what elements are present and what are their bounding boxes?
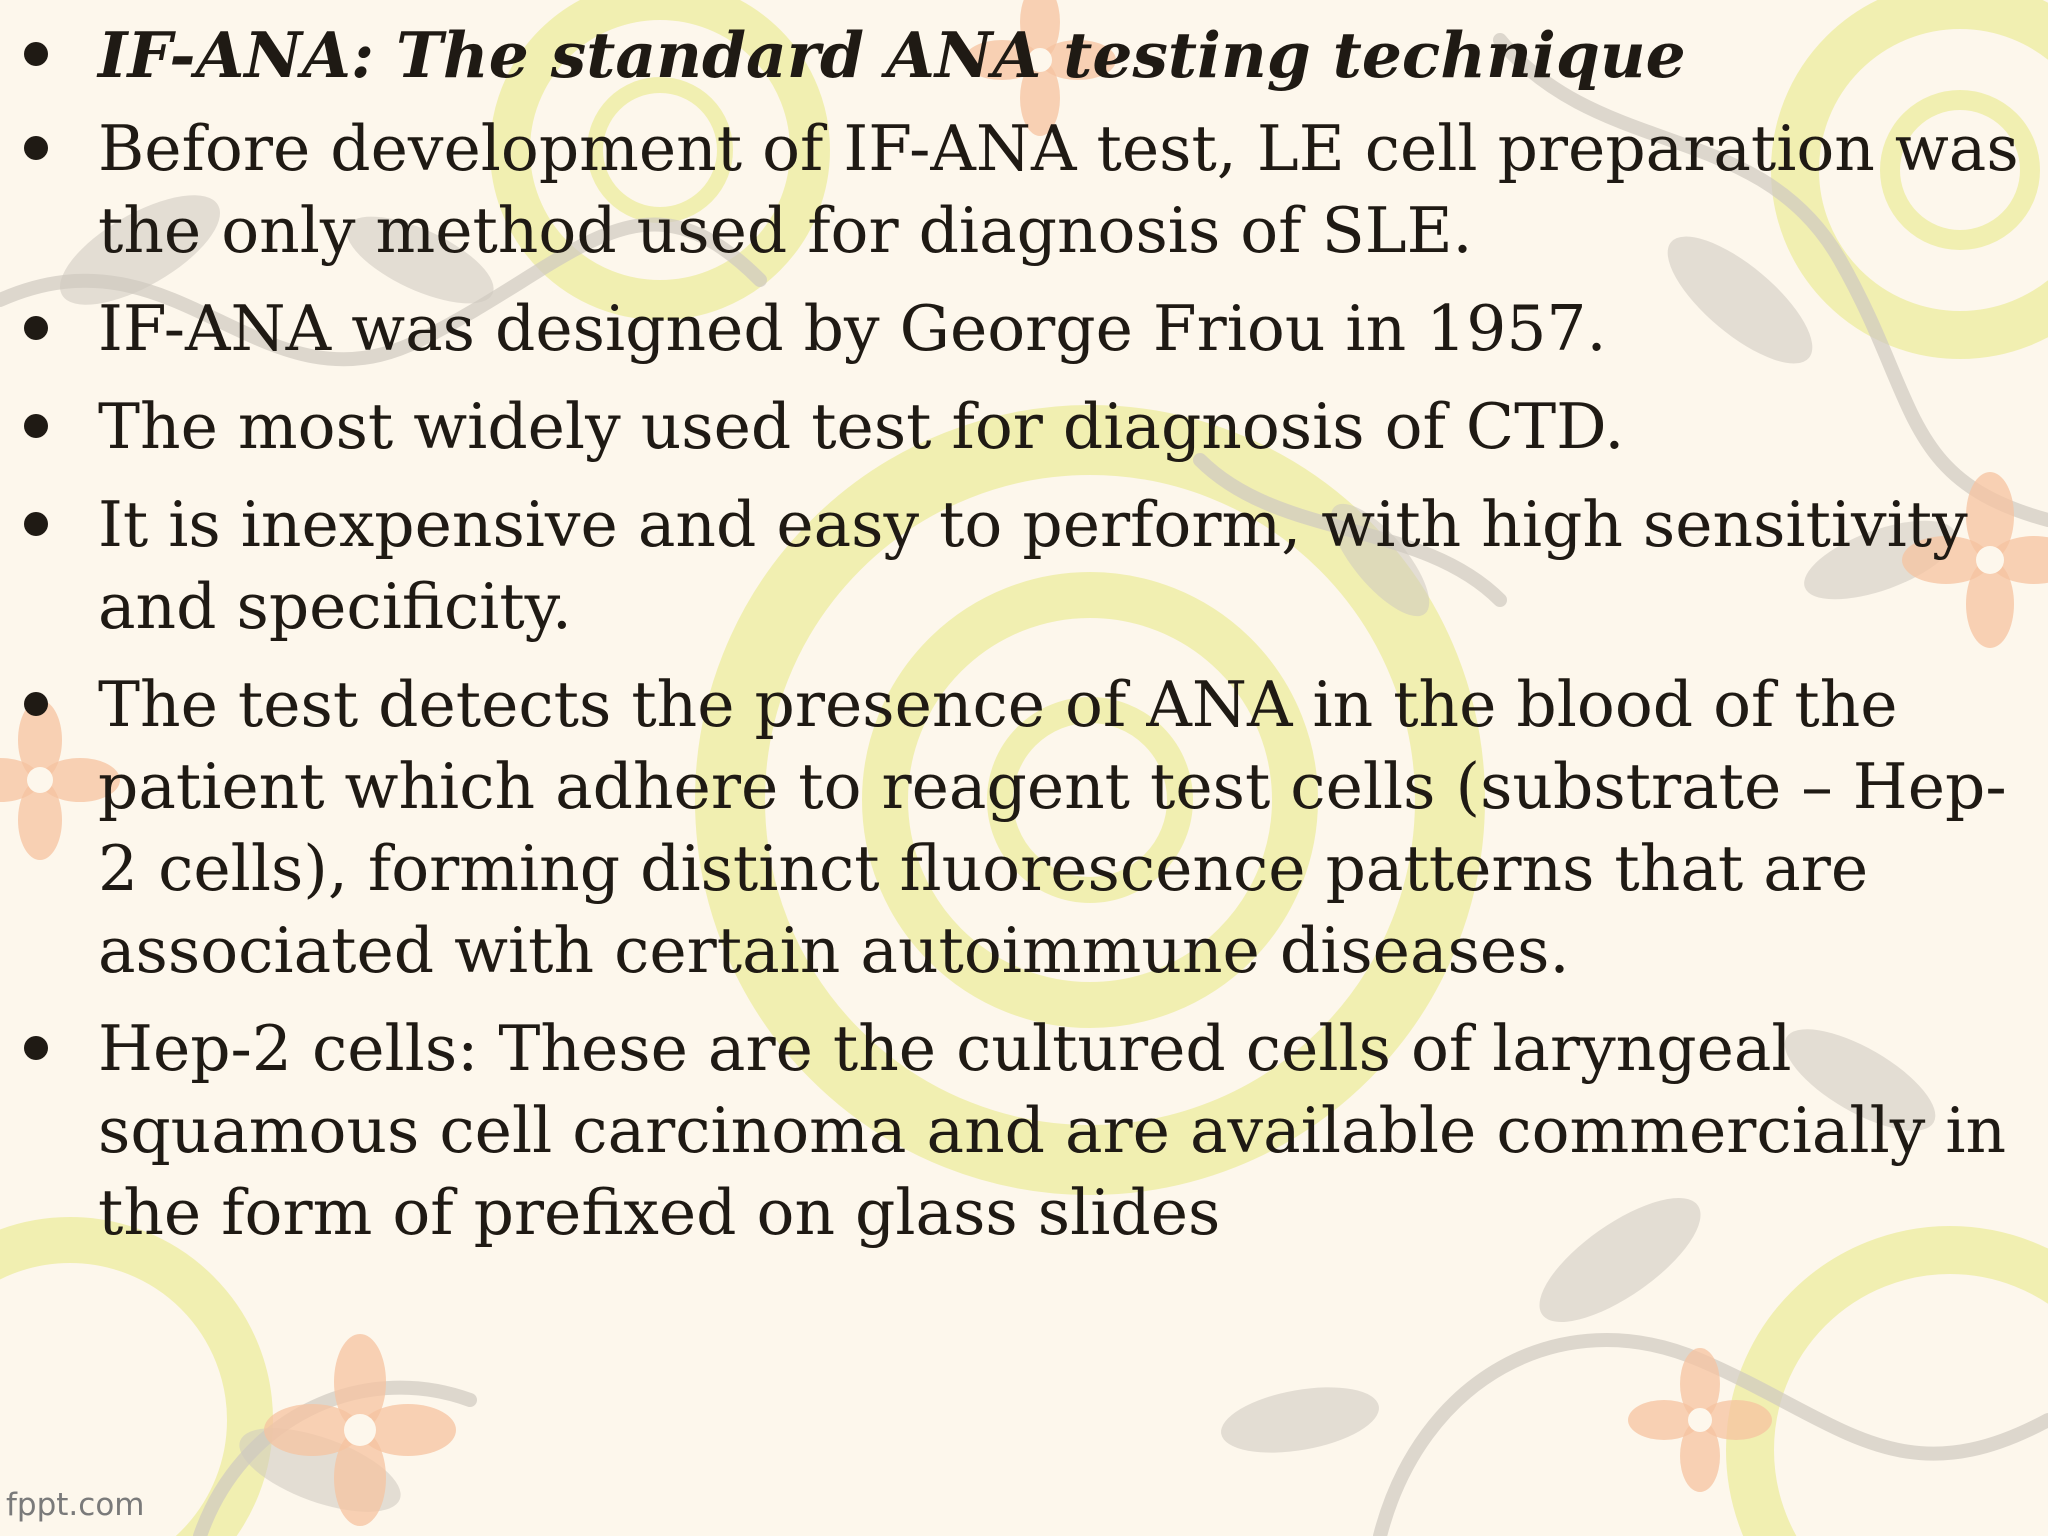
bullet-text: The test detects the presence of ANA in the blood of the patient which adhere to reagent test cells (substrate – Hep-2 cells), forming distinct fluorescence patterns that are associated with certain autoimmune diseases. (98, 668, 2007, 987)
bullet-item (0, 14, 2020, 96)
bullet-text: It is inexpensive and easy to perform, with high sensitivity and specificity. (98, 488, 1968, 643)
bullet-text: IF-ANA: The standard ANA testing technique (98, 18, 1686, 92)
bullet-dot-icon (24, 1036, 48, 1060)
bullet-dot-icon (24, 512, 48, 536)
watermark: fppt.com (6, 1487, 145, 1523)
bullet-item (0, 108, 2020, 272)
bullet-item (0, 386, 2020, 468)
bullet-item (0, 484, 2020, 648)
bullet-text: The most widely used test for diagnosis of CTD. (98, 390, 1625, 463)
bullet-item (0, 664, 2020, 992)
bullet-dot-icon (24, 316, 48, 340)
bullet-item (0, 288, 2020, 370)
bullet-item (0, 1008, 2020, 1254)
bullet-dot-icon (24, 136, 48, 160)
bullet-text: IF-ANA was designed by George Friou in 1957. (98, 292, 1607, 365)
bullet-dot-icon (24, 414, 48, 438)
bullet-dot-icon (24, 42, 48, 66)
bullet-text: Hep-2 cells: These are the cultured cells of laryngeal squamous cell carcinoma and are available commercially in the form of prefixed on glass slides (98, 1012, 2007, 1249)
bullet-dot-icon (24, 692, 48, 716)
bullet-text: Before development of IF-ANA test, LE cell preparation was the only method used for diagnosis of SLE. (98, 112, 2019, 267)
bullet-list (0, 14, 2020, 1254)
slide-content (0, 14, 2020, 1270)
